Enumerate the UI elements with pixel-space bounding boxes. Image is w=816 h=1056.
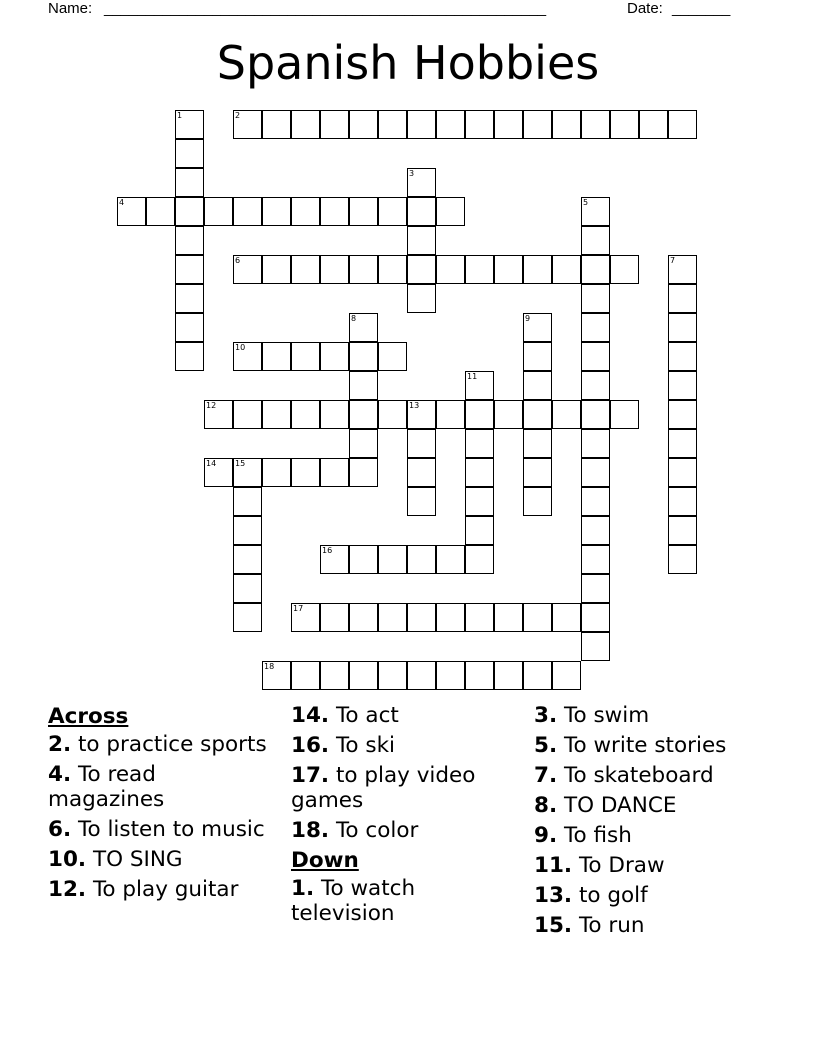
grid-cell[interactable]: [668, 255, 697, 284]
cell-number: 12: [206, 401, 217, 410]
grid-cell[interactable]: [523, 429, 552, 458]
grid-cell[interactable]: [204, 197, 233, 226]
grid-cell[interactable]: [262, 342, 291, 371]
grid-cell[interactable]: [523, 487, 552, 516]
grid-cell[interactable]: [349, 313, 378, 342]
clue-number: 3.: [534, 703, 558, 728]
cell-number: 8: [351, 314, 357, 323]
grid-cell[interactable]: [291, 342, 320, 371]
grid-cell[interactable]: [175, 168, 204, 197]
grid-cell[interactable]: [349, 371, 378, 400]
grid-cell[interactable]: [465, 516, 494, 545]
grid-cell[interactable]: [668, 371, 697, 400]
cell-number: 14: [206, 459, 217, 468]
grid-cell[interactable]: [465, 603, 494, 632]
grid-cell[interactable]: [581, 110, 610, 139]
grid-cell[interactable]: [494, 603, 523, 632]
grid-cell[interactable]: [233, 545, 262, 574]
clue-number: 14.: [291, 703, 330, 728]
clue-item: [534, 763, 794, 788]
grid-cell[interactable]: [262, 197, 291, 226]
grid-cell[interactable]: [320, 197, 349, 226]
grid-cell[interactable]: [320, 661, 349, 690]
clue-item: [534, 913, 794, 938]
cell-number: 17: [293, 604, 304, 613]
grid-cell[interactable]: [581, 603, 610, 632]
grid-cell[interactable]: [407, 168, 436, 197]
grid-cell[interactable]: [465, 429, 494, 458]
grid-cell[interactable]: [407, 458, 436, 487]
grid-cell[interactable]: [175, 313, 204, 342]
clue-number: 6.: [48, 817, 72, 842]
name-label: Name:: [48, 0, 93, 17]
grid-cell[interactable]: [581, 255, 610, 284]
clue-text: To write stories: [563, 733, 727, 758]
clue-text: To fish: [563, 823, 632, 848]
grid-cell[interactable]: [204, 400, 233, 429]
grid-cell[interactable]: [436, 603, 465, 632]
grid-cell[interactable]: [581, 458, 610, 487]
grid-cell[interactable]: [291, 458, 320, 487]
grid-cell[interactable]: [320, 110, 349, 139]
clue-number: 9.: [534, 823, 558, 848]
grid-cell[interactable]: [436, 255, 465, 284]
grid-cell[interactable]: [494, 661, 523, 690]
grid-cell[interactable]: [146, 197, 175, 226]
grid-cell[interactable]: [320, 400, 349, 429]
grid-cell[interactable]: [610, 110, 639, 139]
cell-number: 18: [264, 662, 275, 671]
name-field[interactable]: _____________________________________________________: [104, 0, 547, 17]
clue-number: 8.: [534, 793, 558, 818]
grid-cell[interactable]: [436, 661, 465, 690]
grid-cell[interactable]: [668, 284, 697, 313]
grid-cell[interactable]: [668, 545, 697, 574]
grid-cell[interactable]: [436, 197, 465, 226]
grid-cell[interactable]: [581, 516, 610, 545]
clue-text: To run: [578, 913, 645, 938]
grid-cell[interactable]: [581, 284, 610, 313]
grid-cell[interactable]: [407, 545, 436, 574]
grid-cell[interactable]: [581, 429, 610, 458]
grid-cell[interactable]: [175, 284, 204, 313]
grid-cell[interactable]: [175, 255, 204, 284]
grid-cell[interactable]: [291, 197, 320, 226]
grid-cell[interactable]: [465, 545, 494, 574]
grid-cell[interactable]: [175, 226, 204, 255]
grid-cell[interactable]: [291, 110, 320, 139]
grid-cell[interactable]: [320, 342, 349, 371]
grid-cell[interactable]: [581, 400, 610, 429]
clue-text: To watch television: [291, 876, 416, 926]
clue-number: 2.: [48, 732, 72, 757]
grid-cell[interactable]: [407, 603, 436, 632]
grid-cell[interactable]: [581, 226, 610, 255]
grid-cell[interactable]: [494, 255, 523, 284]
clue-item: [534, 823, 794, 848]
grid-cell[interactable]: [523, 110, 552, 139]
grid-cell[interactable]: [262, 458, 291, 487]
clue-item: [534, 853, 794, 878]
clue-number: 10.: [48, 847, 87, 872]
grid-cell[interactable]: [175, 110, 204, 139]
grid-cell[interactable]: [349, 110, 378, 139]
clue-number: 5.: [534, 733, 558, 758]
grid-cell[interactable]: [465, 255, 494, 284]
grid-cell[interactable]: [233, 574, 262, 603]
grid-cell[interactable]: [523, 603, 552, 632]
grid-cell[interactable]: [552, 661, 581, 690]
grid-cell[interactable]: [494, 110, 523, 139]
grid-cell[interactable]: [465, 487, 494, 516]
cell-number: 9: [525, 314, 531, 323]
grid-cell[interactable]: [523, 458, 552, 487]
clue-text: To color: [335, 818, 419, 843]
clue-column-2: [291, 703, 521, 931]
grid-cell[interactable]: [378, 400, 407, 429]
clue-item: [534, 793, 794, 818]
grid-cell[interactable]: [407, 110, 436, 139]
clue-number: 12.: [48, 877, 87, 902]
grid-cell[interactable]: [465, 400, 494, 429]
grid-cell[interactable]: [349, 255, 378, 284]
grid-cell[interactable]: [291, 400, 320, 429]
grid-cell[interactable]: [320, 603, 349, 632]
grid-cell[interactable]: [523, 313, 552, 342]
clue-item: [48, 877, 278, 902]
grid-cell[interactable]: [233, 487, 262, 516]
date-field[interactable]: _______: [672, 0, 731, 17]
grid-cell[interactable]: [668, 487, 697, 516]
grid-cell[interactable]: [581, 632, 610, 661]
grid-cell[interactable]: [581, 197, 610, 226]
grid-cell[interactable]: [262, 400, 291, 429]
grid-cell[interactable]: [175, 197, 204, 226]
grid-cell[interactable]: [668, 313, 697, 342]
grid-cell[interactable]: [349, 342, 378, 371]
grid-cell[interactable]: [668, 342, 697, 371]
across-heading: Across: [48, 704, 129, 729]
grid-cell[interactable]: [378, 545, 407, 574]
grid-cell[interactable]: [233, 603, 262, 632]
grid-cell[interactable]: [407, 255, 436, 284]
clue-item: [534, 883, 794, 908]
clue-item: [291, 703, 521, 728]
clue-number: 4.: [48, 762, 72, 787]
grid-cell[interactable]: [407, 400, 436, 429]
grid-cell[interactable]: [407, 197, 436, 226]
grid-cell[interactable]: [262, 255, 291, 284]
grid-cell[interactable]: [639, 110, 668, 139]
clue-number: 7.: [534, 763, 558, 788]
grid-cell[interactable]: [378, 661, 407, 690]
clue-text: To swim: [563, 703, 650, 728]
clue-item: [291, 876, 521, 926]
clue-text: TO DANCE: [563, 793, 677, 818]
grid-cell[interactable]: [465, 371, 494, 400]
clue-text: to practice sports: [77, 732, 267, 757]
clue-item: [291, 818, 521, 843]
cell-number: 10: [235, 343, 246, 352]
grid-cell[interactable]: [233, 400, 262, 429]
grid-cell[interactable]: [523, 255, 552, 284]
grid-cell[interactable]: [523, 371, 552, 400]
cell-number: 6: [235, 256, 241, 265]
clue-number: 1.: [291, 876, 315, 901]
clue-item: [534, 703, 794, 728]
grid-cell[interactable]: [320, 545, 349, 574]
grid-cell[interactable]: [233, 342, 262, 371]
grid-cell[interactable]: [668, 110, 697, 139]
clue-column-3: [534, 703, 794, 943]
grid-cell[interactable]: [349, 661, 378, 690]
grid-cell[interactable]: [407, 226, 436, 255]
clue-text: To listen to music: [77, 817, 265, 842]
grid-cell[interactable]: [668, 429, 697, 458]
clue-item: [48, 762, 278, 812]
grid-cell[interactable]: [378, 255, 407, 284]
grid-cell[interactable]: [233, 255, 262, 284]
clue-text: To skateboard: [563, 763, 714, 788]
grid-cell[interactable]: [581, 487, 610, 516]
cell-number: 4: [119, 198, 125, 207]
grid-cell[interactable]: [349, 429, 378, 458]
down-heading: Down: [291, 848, 359, 873]
grid-cell[interactable]: [552, 255, 581, 284]
grid-cell[interactable]: [668, 458, 697, 487]
cell-number: 2: [235, 111, 241, 120]
page-title: Spanish Hobbies: [216, 36, 600, 90]
clue-item: [534, 733, 794, 758]
grid-cell[interactable]: [407, 487, 436, 516]
grid-cell[interactable]: [436, 400, 465, 429]
grid-cell[interactable]: [610, 400, 639, 429]
grid-cell[interactable]: [378, 342, 407, 371]
clue-item: [48, 847, 278, 872]
clue-item: [291, 733, 521, 758]
clue-text: To read magazines: [48, 762, 165, 812]
cell-number: 3: [409, 169, 415, 178]
grid-cell[interactable]: [291, 603, 320, 632]
clue-text: To act: [335, 703, 399, 728]
clue-number: 17.: [291, 763, 330, 788]
grid-cell[interactable]: [465, 458, 494, 487]
grid-cell[interactable]: [581, 574, 610, 603]
grid-cell[interactable]: [291, 255, 320, 284]
grid-cell[interactable]: [233, 197, 262, 226]
grid-cell[interactable]: [465, 110, 494, 139]
grid-cell[interactable]: [233, 110, 262, 139]
grid-cell[interactable]: [378, 603, 407, 632]
grid-cell[interactable]: [668, 516, 697, 545]
grid-cell[interactable]: [407, 284, 436, 313]
grid-cell[interactable]: [552, 400, 581, 429]
clue-item: [48, 732, 278, 757]
grid-cell[interactable]: [523, 342, 552, 371]
cell-number: 16: [322, 546, 333, 555]
grid-cell[interactable]: [581, 342, 610, 371]
grid-cell[interactable]: [581, 371, 610, 400]
grid-cell[interactable]: [175, 342, 204, 371]
grid-cell[interactable]: [320, 458, 349, 487]
grid-cell[interactable]: [233, 516, 262, 545]
grid-cell[interactable]: [349, 197, 378, 226]
grid-cell[interactable]: [233, 458, 262, 487]
clue-text: To ski: [335, 733, 396, 758]
grid-cell[interactable]: [668, 400, 697, 429]
clue-text: to golf: [578, 883, 648, 908]
grid-cell[interactable]: [349, 603, 378, 632]
grid-cell[interactable]: [552, 603, 581, 632]
grid-cell[interactable]: [494, 400, 523, 429]
grid-cell[interactable]: [320, 255, 349, 284]
grid-cell[interactable]: [349, 400, 378, 429]
grid-cell[interactable]: [291, 661, 320, 690]
date-label: Date:: [627, 0, 663, 17]
clue-item: [48, 817, 278, 842]
grid-cell[interactable]: [407, 429, 436, 458]
grid-cell[interactable]: [610, 255, 639, 284]
grid-cell[interactable]: [204, 458, 233, 487]
cell-number: 11: [467, 372, 478, 381]
clue-text: To Draw: [578, 853, 665, 878]
clue-text: To play guitar: [92, 877, 239, 902]
grid-cell[interactable]: [436, 545, 465, 574]
clue-text: TO SING: [92, 847, 183, 872]
clue-text: to play video games: [291, 763, 476, 813]
grid-cell[interactable]: [523, 400, 552, 429]
grid-cell[interactable]: [465, 661, 494, 690]
clue-number: 16.: [291, 733, 330, 758]
clue-number: 13.: [534, 883, 573, 908]
clue-number: 18.: [291, 818, 330, 843]
cell-number: 5: [583, 198, 589, 207]
clue-number: 11.: [534, 853, 573, 878]
grid-cell[interactable]: [117, 197, 146, 226]
grid-cell[interactable]: [581, 545, 610, 574]
grid-cell[interactable]: [581, 313, 610, 342]
clue-number: 15.: [534, 913, 573, 938]
grid-cell[interactable]: [552, 110, 581, 139]
cell-number: 15: [235, 459, 246, 468]
grid-cell[interactable]: [349, 545, 378, 574]
clue-column-1: [48, 703, 278, 907]
grid-cell[interactable]: [378, 110, 407, 139]
grid-cell[interactable]: [175, 139, 204, 168]
grid-cell[interactable]: [378, 197, 407, 226]
clue-item: [291, 763, 521, 813]
grid-cell[interactable]: [523, 661, 552, 690]
grid-cell[interactable]: [262, 661, 291, 690]
grid-cell[interactable]: [262, 110, 291, 139]
grid-cell[interactable]: [349, 458, 378, 487]
cell-number: 1: [177, 111, 183, 120]
grid-cell[interactable]: [436, 110, 465, 139]
grid-cell[interactable]: [407, 661, 436, 690]
cell-number: 13: [409, 401, 420, 410]
cell-number: 7: [670, 256, 676, 265]
